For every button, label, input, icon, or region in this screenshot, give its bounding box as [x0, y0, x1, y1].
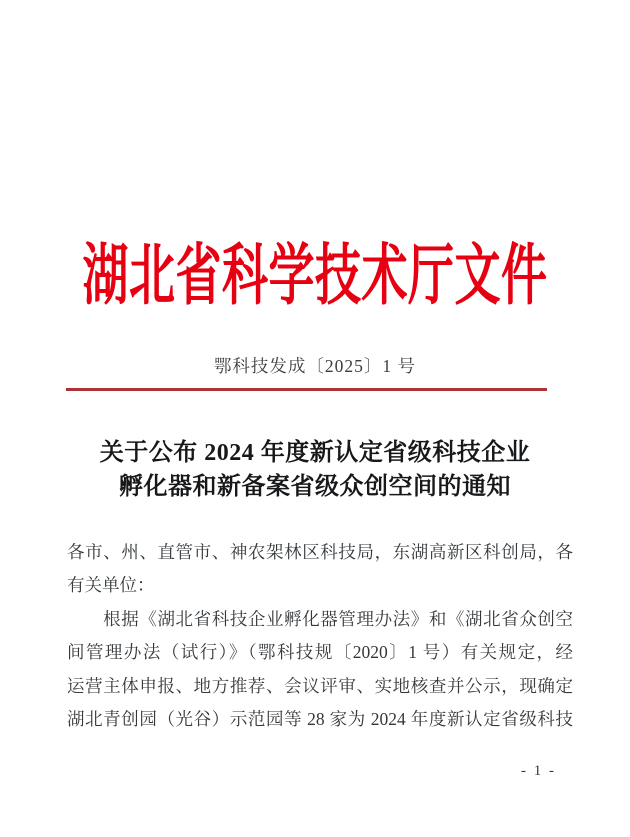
- red-header-title: [0, 238, 630, 314]
- body-text: [67, 536, 573, 736]
- body-line: 湖北青创园（光谷）示范园等 28 家为 2024 年度新认定省级科技: [67, 709, 573, 730]
- notice-title: [0, 437, 630, 504]
- body-line: 运营主体申报、地方推荐、会议评审、实地核查并公示，现确定: [67, 675, 573, 696]
- body-line: 有关单位：: [67, 575, 155, 596]
- red-rule-divider: [66, 388, 547, 391]
- notice-title-line-2: 孵化器和新备案省级众创空间的通知: [119, 473, 511, 500]
- page-number: - 1 -: [521, 763, 556, 779]
- notice-title-line-1: 关于公布 2024 年度新认定省级科技企业: [99, 440, 531, 466]
- body-line: 各市、州、直管市、神农架林区科技局，东湖高新区科创局，各: [67, 542, 573, 562]
- body-line: 根据《湖北省科技企业孵化器管理办法》和《湖北省众创空: [67, 608, 573, 629]
- red-header-title-text: 湖北省科学技术厅文件: [82, 238, 548, 313]
- body-line: 间管理办法（试行）》（鄂科技规〔2020〕1 号）有关规定，经: [67, 642, 573, 663]
- document-number: 鄂科技发成〔2025〕1 号: [213, 356, 417, 376]
